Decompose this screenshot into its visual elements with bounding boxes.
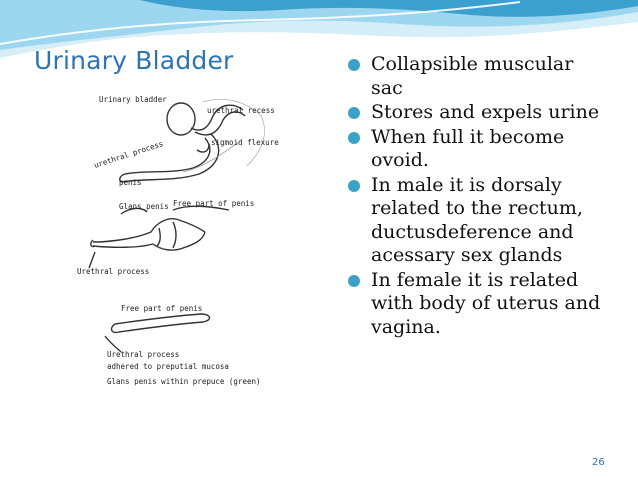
bullet-item: In female it is related with body of uterus and vagina. [348,269,632,340]
bullet-item: When full it become ovoid. [348,126,632,173]
label-penis: penis [119,178,142,187]
glans-penis-sketch [89,206,229,268]
label-glans-penis: Glans penis [119,202,169,211]
label-urethral-process-2: Urethral process [77,267,150,276]
anatomy-drawing [33,82,319,439]
page-number: 26 [592,457,605,468]
bullet-dot-icon [348,275,360,287]
bullet-dot-icon [348,180,360,192]
bullet-item: Stores and expels urine [348,101,632,125]
label-adhered: adhered to preputial mucosa [107,362,229,371]
bullet-dot-icon [348,59,360,71]
slide-title: Urinary Bladder [34,46,234,75]
label-glans-within: Glans penis within prepuce (green) [107,377,261,386]
label-free-part-bottom: Free part of penis [121,304,203,313]
label-free-part-top: Free part of penis [173,199,255,208]
bullet-list [348,53,632,340]
bullet-item: In male it is dorsaly related to the rectum, ductusdeference and acessary sex glands [348,174,632,268]
label-urethral-recess: urethral recess [207,106,275,115]
bullet-dot-icon [348,132,360,144]
label-urethral-process: urethral process [92,139,165,170]
bullet-dot-icon [348,107,360,119]
label-urethral-process-3: Urethral process [107,350,180,359]
label-urinary-bladder: Urinary bladder [99,95,167,104]
free-part-sketch [105,314,210,352]
label-sigmoid-flexure: sigmoid flexure [211,138,279,147]
bullet-item: Collapsible muscular sac [348,53,632,100]
